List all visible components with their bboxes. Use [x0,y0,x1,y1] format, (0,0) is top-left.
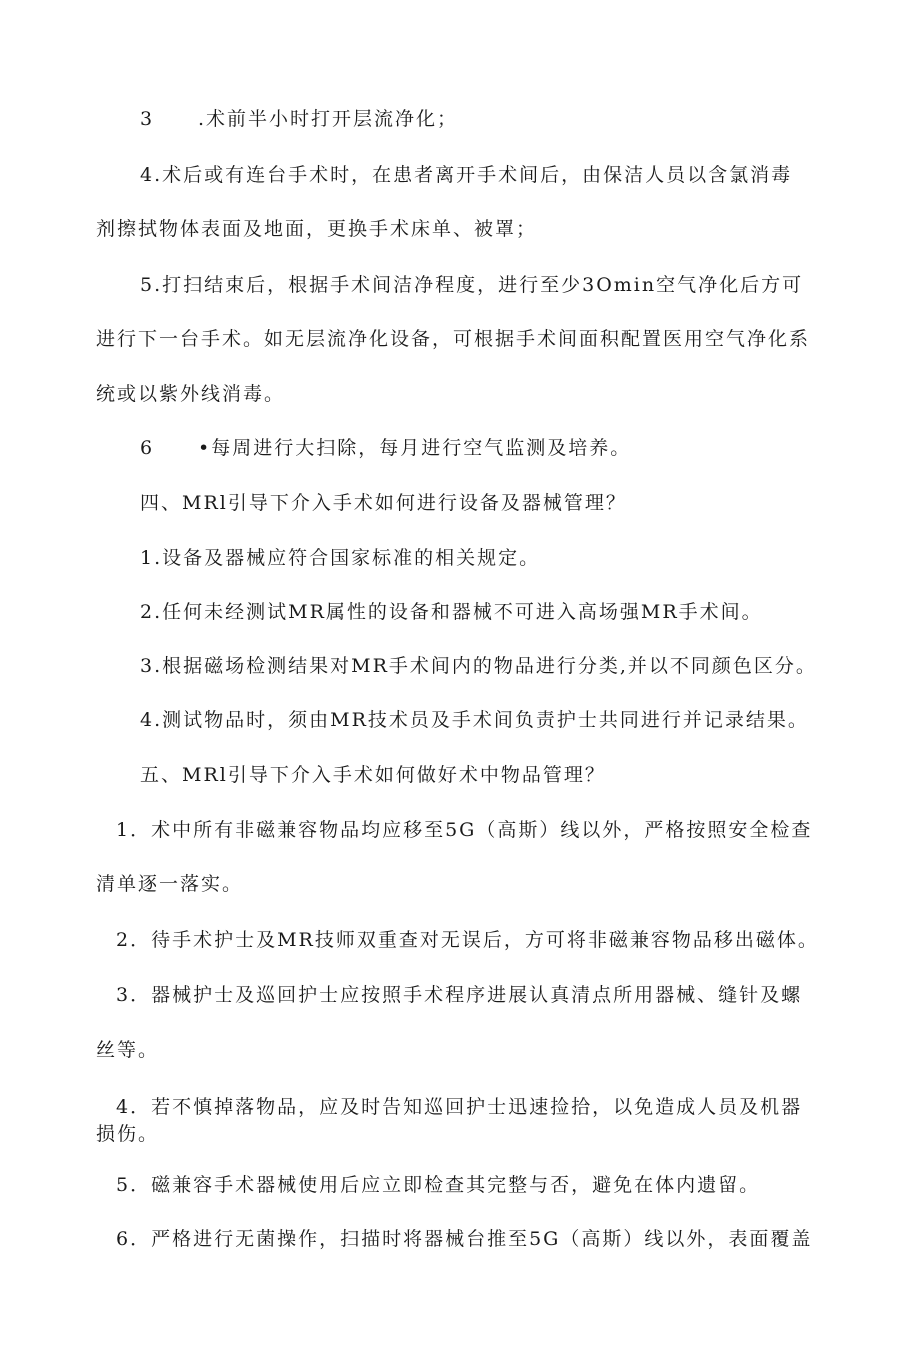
line-text: •每周进行大扫除，每月进行空气监测及培养。 [198,437,632,459]
paragraph-line: 清单逐一落实。 [96,873,244,895]
paragraph-line: 4.测试物品时，须由MR技术员及手术间负责护士共同进行并记录结果。 [140,709,809,731]
list-number: 6 [140,437,155,459]
paragraph-line: 丝等。 [96,1039,160,1061]
paragraph-line: 进行下一台手术。如无层流净化设备，可根据手术间面积配置医用空气净化系 [96,328,811,350]
paragraph-line: 6．严格进行无菌操作，扫描时将器械台推至5G（高斯）线以外，表面覆盖 [116,1228,813,1250]
list-number: 3 [140,108,155,130]
paragraph-line: 损伤。 [96,1123,160,1145]
paragraph-line: 4.术后或有连台手术时，在患者离开手术间后，由保洁人员以含氯消毒 [140,164,793,186]
paragraph-line: 2.任何未经测试MR属性的设备和器械不可进入高场强MR手术间。 [140,601,763,623]
paragraph-line: 3.根据磁场检测结果对MR手术间内的物品进行分类,并以不同颜色区分。 [140,655,817,677]
paragraph-line: 3．器械护士及巡回护士应按照手术程序进展认真清点所用器械、缝针及螺 [116,984,803,1006]
paragraph-line [140,106,458,132]
line-text: .术前半小时打开层流净化； [198,108,459,130]
paragraph-line: 统或以紫外线消毒。 [96,383,286,405]
paragraph-line [140,435,631,461]
paragraph-line: 2．待手术护士及MR技师双重查对无误后，方可将非磁兼容物品移出磁体。 [116,929,819,951]
paragraph-line: 剂擦拭物体表面及地面，更换手术床单、被罩； [96,218,538,240]
paragraph-line: 4．若不慎掉落物品，应及时告知巡回护士迅速捡拾，以免造成人员及机器 [116,1096,803,1118]
paragraph-line: 1．术中所有非磁兼容物品均应移至5G（高斯）线以外，严格按照安全检查 [116,819,813,841]
paragraph-line: 1.设备及器械应符合国家标准的相关规定。 [140,547,541,569]
paragraph-line: 5.打扫结束后，根据手术间洁净程度，进行至少3Omin空气净化后方可 [140,274,804,296]
paragraph-line: 5．磁兼容手术器械使用后应立即检查其完整与否，避免在体内遗留。 [116,1174,761,1196]
section-heading: 五、MRl引导下介入手术如何做好术中物品管理？ [140,764,606,786]
section-heading: 四、MRl引导下介入手术如何进行设备及器械管理？ [140,492,627,514]
